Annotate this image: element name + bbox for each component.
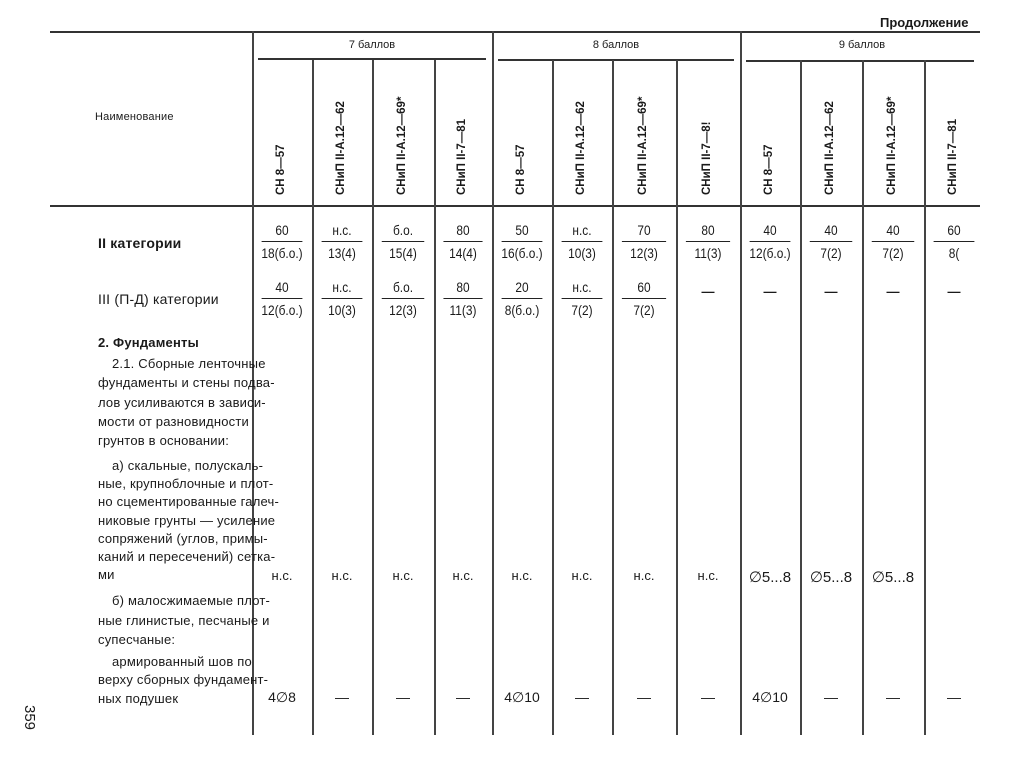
- row-label-cat3: III (П-Д) категории: [98, 291, 219, 307]
- column-divider: [552, 60, 554, 735]
- numerator: 40: [810, 222, 853, 242]
- numerator: 50: [502, 222, 543, 242]
- numerator: 60: [934, 222, 975, 242]
- item-a-value: ∅5...8: [748, 569, 792, 586]
- column-header: СНиП II-7—81: [947, 118, 959, 195]
- numerator: 80: [443, 279, 482, 299]
- denominator: 11(3): [694, 245, 722, 261]
- item-b-value: —: [335, 689, 349, 705]
- group-rule: [746, 60, 974, 62]
- column-header: СНиП II-А.12—69*: [637, 96, 649, 195]
- cat2-cell: [805, 222, 858, 261]
- numerator: 40: [872, 222, 915, 242]
- cat3-cell: —: [947, 284, 961, 299]
- denominator: 7(2): [882, 245, 904, 261]
- item-a-value: н.с.: [571, 568, 593, 583]
- item-a-line: ные, крупноблочные и плот-: [98, 476, 274, 492]
- cat2-cell: [438, 222, 487, 261]
- cat2-cell: [257, 222, 308, 261]
- item-b-value: —: [637, 689, 651, 705]
- numerator: 70: [622, 222, 666, 242]
- cat2-cell: [929, 222, 980, 261]
- item-b-value: —: [396, 689, 410, 705]
- item-b-value: 4∅10: [504, 689, 540, 705]
- denominator: 15(4): [389, 245, 417, 261]
- cat2-cell: [867, 222, 920, 261]
- numerator: н.с.: [322, 222, 363, 242]
- column-header: СНиП II-7—81: [456, 118, 468, 195]
- denominator: 10(3): [568, 245, 596, 261]
- cat3-cell: —: [824, 284, 838, 299]
- item-a-value: н.с.: [697, 568, 719, 583]
- item-b-value: 4∅8: [268, 689, 296, 705]
- column-header: СНиП II-А.12—62: [575, 101, 587, 195]
- item-b-value: 4∅10: [752, 689, 788, 705]
- column-divider: [800, 60, 802, 735]
- numerator: б.о.: [382, 222, 425, 242]
- item-a-value: ∅5...8: [871, 569, 915, 586]
- denominator: 18(б.о.): [261, 245, 303, 261]
- cat3-cell: [438, 279, 487, 318]
- group-rule: [498, 59, 734, 61]
- item-b-value: —: [947, 689, 961, 705]
- item-2-1-line: фундаменты и стены подва-: [98, 375, 275, 391]
- denominator: 10(3): [328, 302, 356, 318]
- denominator: 12(3): [630, 245, 658, 261]
- item-2-1-line: лов усиливаются в зависи-: [98, 394, 266, 410]
- item-b-line: ные глинистые, песчаные и: [98, 612, 270, 628]
- denominator: 11(3): [449, 302, 477, 318]
- item-a-line: сопряжений (углов, примы-: [98, 530, 268, 546]
- item-b-line: армированный шов по: [112, 654, 252, 669]
- column-divider: [676, 60, 678, 735]
- item-a-line: никовые грунты — усиление: [98, 512, 276, 528]
- column-header: СНиП II-А.12—69*: [396, 96, 408, 195]
- column-header: СНиП II-А.12—62: [335, 101, 347, 195]
- numerator: 60: [262, 222, 303, 242]
- column-divider: [492, 31, 494, 735]
- denominator: 12(б.о.): [749, 245, 791, 261]
- cat3-cell: [257, 279, 308, 318]
- item-2-1-line: грунтов в основании:: [98, 433, 230, 449]
- item-a-value: н.с.: [331, 568, 353, 583]
- cat2-cell: [377, 222, 430, 261]
- denominator: 7(2): [571, 302, 593, 318]
- item-a-value: н.с.: [452, 568, 474, 583]
- item-a-line: но сцементированные галеч-: [98, 494, 279, 510]
- item-2-1-line: мости от разновидности: [98, 413, 249, 429]
- column-divider: [924, 60, 926, 735]
- column-header: СН 8—57: [763, 144, 775, 195]
- name-column-header: Наименование: [95, 111, 174, 123]
- cat2-cell: [681, 222, 735, 261]
- header-top-rule: [50, 31, 980, 33]
- item-b-line: супесчаные:: [98, 632, 176, 647]
- item-a-line: ми: [98, 567, 115, 583]
- column-divider: [862, 60, 864, 735]
- cat2-cell: [617, 222, 671, 261]
- numerator: 40: [262, 279, 303, 299]
- numerator: н.с.: [562, 222, 603, 242]
- column-header: СНиП II-7—8!: [701, 121, 713, 195]
- numerator: 20: [502, 279, 543, 299]
- page-number: 359: [21, 705, 38, 731]
- header-bottom-rule: [50, 205, 980, 207]
- item-a-value: н.с.: [271, 568, 293, 583]
- item-a-value: ∅5...8: [809, 569, 853, 586]
- group-header: 7 баллов: [348, 39, 396, 51]
- group-header: 9 баллов: [838, 39, 886, 51]
- numerator: б.о.: [382, 279, 425, 299]
- cat2-cell: [497, 222, 548, 261]
- item-b-value: —: [456, 689, 470, 705]
- denominator: 16(б.о.): [501, 245, 543, 261]
- column-header: СНиП II-А.12—62: [824, 101, 836, 195]
- group-header: 8 баллов: [592, 39, 640, 51]
- numerator: н.с.: [322, 279, 363, 299]
- cat2-cell: [317, 222, 368, 261]
- denominator: 12(3): [389, 302, 417, 318]
- column-divider: [372, 60, 374, 735]
- numerator: 40: [750, 222, 791, 242]
- column-divider: [312, 60, 314, 735]
- cat3-cell: [617, 279, 671, 318]
- numerator: 80: [443, 222, 482, 242]
- cat3-cell: [497, 279, 548, 318]
- item-a-value: н.с.: [392, 568, 414, 583]
- item-a-value: н.с.: [633, 568, 655, 583]
- cat2-cell: [745, 222, 796, 261]
- denominator: 7(2): [820, 245, 842, 261]
- cat3-cell: [377, 279, 430, 318]
- item-b-value: —: [824, 689, 838, 705]
- item-b-value: —: [575, 689, 589, 705]
- denominator: 8(б.о.): [504, 302, 540, 318]
- column-header: СН 8—57: [275, 144, 287, 195]
- column-divider: [612, 60, 614, 735]
- item-b-line: б) малосжимаемые плот-: [112, 593, 271, 608]
- item-a-line: каний и пересечений) сетка-: [98, 549, 276, 564]
- denominator: 7(2): [633, 302, 655, 318]
- column-header: СН 8—57: [515, 144, 527, 195]
- denominator: 8(: [948, 245, 960, 261]
- continuation-label: Продолжение: [880, 15, 969, 30]
- item-b-value: —: [886, 689, 900, 705]
- numerator: 60: [622, 279, 666, 299]
- denominator: 12(б.о.): [261, 302, 303, 318]
- denominator: 13(4): [328, 245, 356, 261]
- cat3-cell: [317, 279, 368, 318]
- section-title: 2. Фундаменты: [98, 335, 199, 350]
- item-a-line: а) скальные, полускаль-: [112, 458, 264, 473]
- numerator: 80: [686, 222, 730, 242]
- row-label-cat2: II категории: [98, 235, 182, 251]
- cat3-cell: —: [886, 284, 900, 299]
- item-2-1-line: 2.1. Сборные ленточные: [112, 356, 266, 371]
- cat2-cell: [557, 222, 608, 261]
- item-a-value: н.с.: [511, 568, 533, 583]
- cat3-cell: —: [701, 284, 715, 299]
- numerator: н.с.: [562, 279, 603, 299]
- cat3-cell: [557, 279, 608, 318]
- item-b-line: верху сборных фундамент-: [98, 672, 269, 688]
- item-b-value: —: [701, 689, 715, 705]
- column-divider: [740, 31, 742, 735]
- column-header: СНиП II-А.12—69*: [886, 96, 898, 195]
- cat3-cell: —: [763, 284, 777, 299]
- item-b-line: ных подушек: [98, 690, 179, 706]
- column-divider: [434, 60, 436, 735]
- denominator: 14(4): [449, 245, 477, 261]
